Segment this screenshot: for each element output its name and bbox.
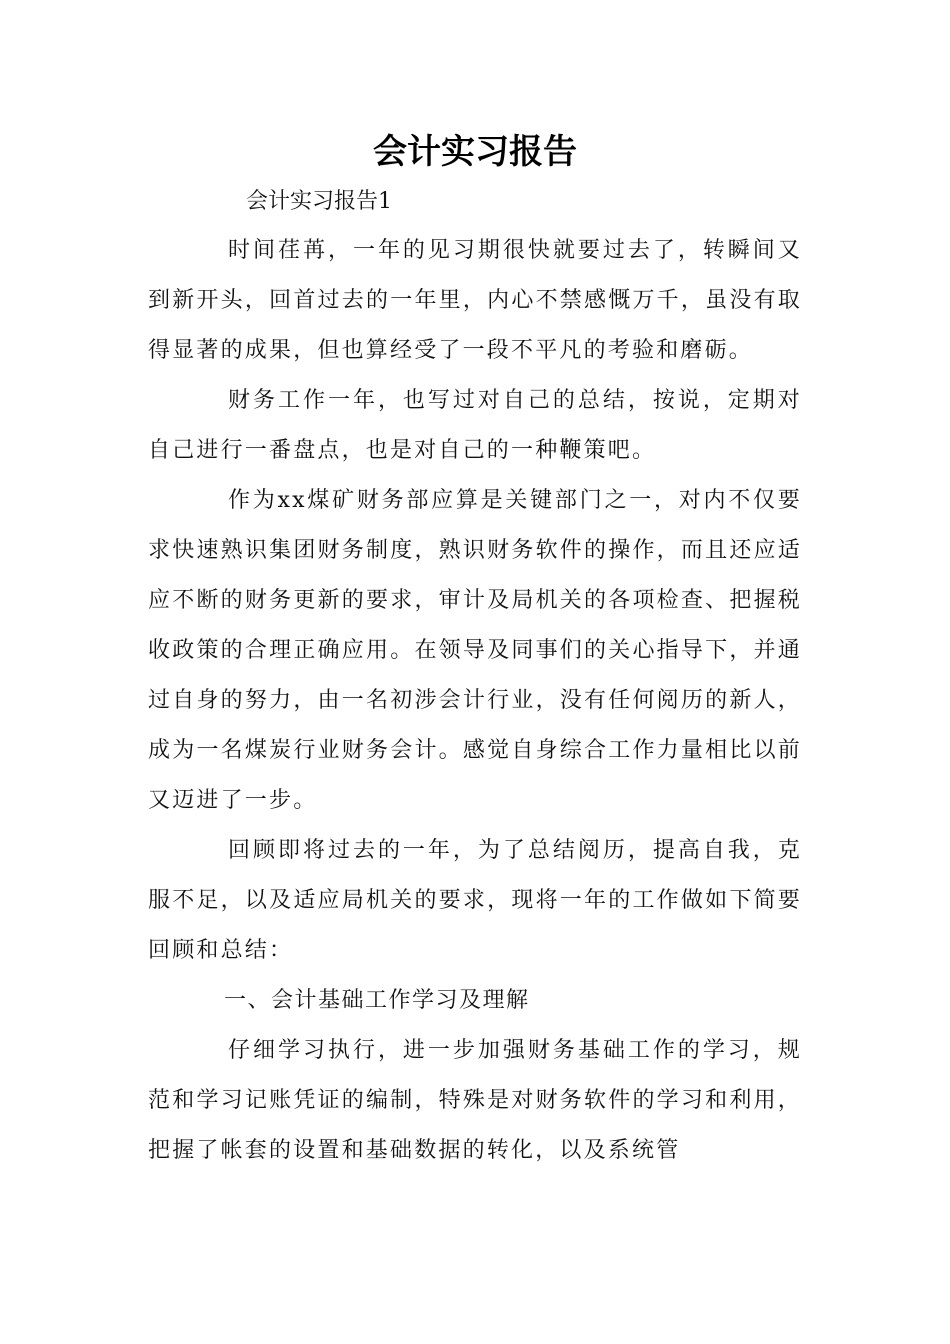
document-title: 会计实习报告 (373, 132, 577, 172)
document-subtitle: 会计实习报告1 (246, 189, 392, 214)
paragraph: 仔细学习执行，进一步加强财务基础工作的学习，规范和学习记账凭证的编制，特殊是对财务软件的学习和利用，把握了帐套的设置和基础数据的转化，以及系统管 (148, 1038, 802, 1163)
paragraph: 财务工作一年，也写过对自己的总结，按说，定期对自己进行一番盘点，也是对自己的一种鞭策吧。 (148, 388, 802, 463)
document-body (148, 226, 802, 1176)
paragraph: 回顾即将过去的一年，为了总结阅历，提高自我，克服不足，以及适应局机关的要求，现将一年的工作做如下简要回顾和总结： (148, 838, 802, 963)
section-heading: 一、会计基础工作学习及理解 (224, 988, 530, 1013)
paragraph: 时间荏苒，一年的见习期很快就要过去了，转瞬间又到新开头，回首过去的一年里，内心不禁感慨万千，虽没有取得显著的成果，但也算经受了一段不平凡的考验和磨砺。 (148, 238, 802, 363)
paragraph: 作为xx煤矿财务部应算是关键部门之一，对内不仅要求快速熟识集团财务制度，熟识财务软件的操作，而且还应适应不断的财务更新的要求，审计及局机关的各项检查、把握税收政策的合理正确应用。在领导及同事们的关心指导下，并通过自身的努力，由一名初涉会计行业，没有任何阅历的新人，成为一名煤炭行业财务会计。感觉自身综合工作力量相比以前又迈进了一步。 (148, 488, 802, 813)
